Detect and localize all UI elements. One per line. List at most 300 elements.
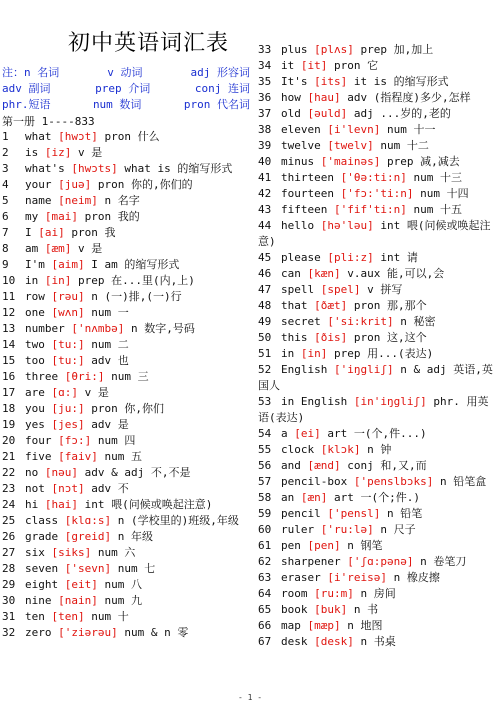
word-entry	[2, 513, 252, 529]
entry-word: is	[25, 146, 39, 159]
entry-definition: n 名字	[104, 194, 140, 207]
entry-number: 3	[2, 162, 9, 175]
entry-definition: adv 不	[91, 482, 129, 495]
word-entry	[2, 209, 252, 225]
word-entry	[258, 186, 498, 202]
entry-word: no	[25, 466, 39, 479]
entry-phonetic: ['ru:lə]	[320, 523, 374, 536]
entry-definition: num 七	[117, 562, 156, 575]
entry-number: 60	[258, 523, 272, 536]
entry-word: my	[25, 210, 39, 223]
word-entry	[258, 298, 498, 314]
entry-definition: pron 你,你们	[91, 402, 164, 415]
entry-number: 43	[258, 203, 272, 216]
entry-definition: pron 什么	[104, 130, 160, 143]
word-entry	[2, 161, 252, 177]
entry-word: please	[281, 251, 321, 264]
entry-number: 15	[2, 354, 16, 367]
entry-phonetic: [ænd]	[307, 459, 341, 472]
entry-word: minus	[281, 155, 315, 168]
entry-definition: conj 和,又,而	[347, 459, 427, 472]
entry-number: 31	[2, 610, 16, 623]
page-title: 初中英语词汇表	[68, 31, 230, 56]
entry-number: 40	[258, 155, 272, 168]
legend-row	[2, 65, 250, 81]
word-entry	[258, 522, 498, 538]
word-entry	[2, 417, 252, 433]
entry-phonetic: [fɔ:]	[58, 434, 92, 447]
entry-definition: num 九	[104, 594, 142, 607]
word-list-right	[258, 42, 498, 650]
entry-number: 65	[258, 603, 272, 616]
entry-word: two	[25, 338, 45, 351]
word-entry	[258, 458, 498, 474]
word-entry	[258, 426, 498, 442]
entry-phonetic: ['sevn]	[64, 562, 112, 575]
word-entry	[258, 634, 498, 650]
entry-phonetic: [ðæt]	[314, 299, 348, 312]
word-entry	[258, 122, 498, 138]
word-entry	[2, 369, 252, 385]
entry-definition: n 地图	[347, 619, 383, 632]
entry-phonetic: [i'reisə]	[327, 571, 387, 584]
entry-number: 58	[258, 491, 272, 504]
entry-definition: num 一	[91, 306, 129, 319]
entry-word: hello	[281, 219, 315, 232]
entry-word: grade	[25, 530, 59, 543]
entry-definition: int 请	[380, 251, 418, 264]
word-entry	[258, 554, 498, 570]
entry-phonetic: [its]	[314, 75, 348, 88]
word-entry	[2, 353, 252, 369]
word-entry	[258, 394, 498, 426]
entry-phonetic: [it]	[300, 59, 328, 72]
entry-phonetic: [pli:z]	[327, 251, 374, 264]
entry-word: sharpener	[281, 555, 341, 568]
entry-definition: phr. 用英语(表达)	[258, 395, 489, 424]
entry-phonetic: ['iŋgliʃ]	[333, 363, 394, 376]
entry-phonetic: [ðis]	[314, 331, 348, 344]
entry-word: zero	[25, 626, 52, 639]
legend-item: conj 连词	[194, 82, 250, 95]
entry-number: 25	[2, 514, 16, 527]
entry-number: 50	[258, 331, 272, 344]
entry-number: 52	[258, 363, 272, 376]
entry-phonetic: [pen]	[307, 539, 341, 552]
word-entry	[2, 481, 252, 497]
entry-phonetic: [rəu]	[51, 290, 85, 303]
entry-word: English	[281, 363, 328, 376]
entry-phonetic: [plʌs]	[314, 43, 354, 56]
entry-phonetic: ['si:krit]	[327, 315, 394, 328]
entry-word: in	[281, 347, 295, 360]
entry-definition: n 铅笔	[386, 507, 423, 520]
word-entry	[258, 106, 498, 122]
word-entry	[2, 497, 252, 513]
entry-word: I	[25, 226, 32, 239]
entry-word: eight	[25, 578, 59, 591]
entry-phonetic: [aim]	[51, 258, 85, 271]
entry-definition: n & adj 英语,英国人	[258, 363, 493, 392]
entry-definition: n 书桌	[360, 635, 396, 648]
entry-word: what's	[25, 162, 65, 175]
entry-word: pen	[281, 539, 301, 552]
word-entry	[2, 433, 252, 449]
entry-word: row	[25, 290, 45, 303]
entry-phonetic: [jes]	[51, 418, 85, 431]
word-entry	[2, 465, 252, 481]
entry-definition: num 二	[91, 338, 129, 351]
entry-number: 20	[2, 434, 16, 447]
entry-number: 49	[258, 315, 272, 328]
entry-number: 36	[258, 91, 272, 104]
entry-definition: n 尺子	[380, 523, 416, 536]
entry-phonetic: [in]	[300, 347, 328, 360]
entry-number: 9	[2, 258, 9, 271]
entry-phonetic: [hwɔts]	[71, 162, 118, 175]
word-entry	[2, 321, 252, 337]
entry-number: 42	[258, 187, 272, 200]
word-entry	[258, 266, 498, 282]
entry-definition: adv & adj 不,不是	[84, 466, 191, 479]
entry-phonetic: [ten]	[51, 610, 85, 623]
entry-word: am	[25, 242, 39, 255]
entry-definition: num & n 零	[124, 626, 189, 639]
entry-number: 21	[2, 450, 16, 463]
entry-definition: num 四	[97, 434, 136, 447]
entry-number: 1	[2, 130, 9, 143]
entry-word: in English	[281, 395, 348, 408]
entry-definition: n 数字,号码	[130, 322, 195, 335]
entry-phonetic: [hai]	[44, 498, 78, 511]
entry-phonetic: [greid]	[64, 530, 112, 543]
word-entry	[2, 545, 252, 561]
entry-phonetic: [nɔt]	[51, 482, 85, 495]
word-entry	[258, 586, 498, 602]
entry-word: too	[25, 354, 45, 367]
word-entry	[258, 490, 498, 506]
abbreviation-legend	[2, 65, 250, 113]
legend-item: phr.短语	[2, 98, 51, 111]
entry-number: 17	[2, 386, 16, 399]
entry-number: 53	[258, 395, 272, 408]
entry-word: in	[25, 274, 39, 287]
entry-phonetic: [iz]	[44, 146, 72, 159]
entry-definition: prep 在...里(内,上)	[78, 274, 195, 287]
entry-number: 59	[258, 507, 272, 520]
entry-number: 12	[2, 306, 16, 319]
entry-number: 33	[258, 43, 272, 56]
word-entry	[2, 193, 252, 209]
entry-phonetic: ['ʃɑ:pənə]	[347, 555, 414, 568]
word-entry	[258, 618, 498, 634]
word-entry	[258, 138, 498, 154]
entry-definition: num 十五	[413, 203, 462, 216]
entry-definition: prep 加,加上	[360, 43, 434, 56]
entry-phonetic: [i'levn]	[327, 123, 381, 136]
entry-definition: num 三	[111, 370, 149, 383]
entry-definition: adv 是	[91, 418, 129, 431]
entry-phonetic: [klɑ:s]	[64, 514, 112, 527]
entry-number: 23	[2, 482, 16, 495]
entry-number: 64	[258, 587, 272, 600]
entry-word: I'm	[25, 258, 45, 271]
entry-number: 66	[258, 619, 272, 632]
entry-number: 26	[2, 530, 16, 543]
entry-definition: pron 那,那个	[353, 299, 427, 312]
entry-number: 67	[258, 635, 272, 648]
entry-definition: v 是	[78, 146, 103, 159]
entry-phonetic: [buk]	[314, 603, 348, 616]
entry-word: hi	[25, 498, 39, 511]
entry-definition: what is 的缩写形式	[124, 162, 233, 175]
entry-number: 45	[258, 251, 272, 264]
word-entry	[2, 609, 252, 625]
legend-item: prep 介词	[95, 82, 151, 95]
entry-number: 61	[258, 539, 272, 552]
word-entry	[2, 385, 252, 401]
legend-row	[2, 97, 250, 113]
entry-definition: num 十一	[386, 123, 436, 136]
entry-number: 6	[2, 210, 9, 223]
entry-definition: num 十三	[413, 171, 462, 184]
entry-phonetic: ['θə:ti:n]	[340, 171, 407, 184]
entry-definition: n 书	[353, 603, 379, 616]
word-entry	[2, 401, 252, 417]
entry-phonetic: ['ziərəu]	[58, 626, 118, 639]
entry-number: 57	[258, 475, 272, 488]
word-entry	[258, 90, 498, 106]
legend-item: adj 形容词	[190, 66, 250, 79]
entry-word: thirteen	[281, 171, 334, 184]
entry-word: can	[281, 267, 301, 280]
entry-number: 18	[2, 402, 16, 415]
entry-definition: I am 的缩写形式	[91, 258, 180, 271]
word-entry	[258, 42, 498, 58]
entry-word: room	[281, 587, 308, 600]
entry-word: how	[281, 91, 301, 104]
entry-word: it	[281, 59, 295, 72]
entry-word: map	[281, 619, 301, 632]
entry-definition: int 喂(问候或唤起注意)	[258, 219, 491, 248]
word-entry	[2, 129, 252, 145]
entry-number: 35	[258, 75, 272, 88]
entry-definition: prep 减,减去	[386, 155, 460, 168]
entry-phonetic: [nain]	[58, 594, 98, 607]
word-entry	[2, 337, 252, 353]
entry-phonetic: ['mainəs]	[320, 155, 381, 168]
entry-phonetic: [in]	[44, 274, 72, 287]
entry-word: one	[25, 306, 45, 319]
entry-definition: adj ...岁的,老的	[353, 107, 451, 120]
entry-number: 5	[2, 194, 9, 207]
entry-word: number	[25, 322, 65, 335]
entry-definition: v 是	[78, 242, 103, 255]
entry-word: twelve	[281, 139, 321, 152]
legend-item: 注：n 名词	[2, 66, 60, 79]
entry-definition: num 十	[91, 610, 129, 623]
word-entry	[2, 449, 252, 465]
legend-item: pron 代名词	[183, 98, 250, 111]
entry-definition: v 是	[84, 386, 109, 399]
entry-phonetic: [hə'ləu]	[320, 219, 374, 232]
entry-number: 4	[2, 178, 9, 191]
entry-number: 2	[2, 146, 9, 159]
entry-word: what	[25, 130, 52, 143]
entry-phonetic: [klɔk]	[320, 443, 361, 456]
entry-phonetic: [siks]	[51, 546, 92, 559]
word-entry	[258, 362, 498, 394]
entry-number: 10	[2, 274, 16, 287]
entry-phonetic: [hau]	[307, 91, 341, 104]
entry-definition: int 喂(问候或唤起注意)	[84, 498, 213, 511]
entry-number: 7	[2, 226, 9, 239]
entry-definition: n (学校里的)班级,年级	[117, 514, 239, 527]
volume-range: 第一册 1----833	[2, 115, 95, 128]
entry-definition: pron 它	[334, 59, 379, 72]
entry-definition: n (一)排,(一)行	[91, 290, 182, 303]
entry-word: an	[281, 491, 295, 504]
entry-phonetic: [desk]	[314, 635, 354, 648]
entry-number: 14	[2, 338, 16, 351]
entry-word: secret	[281, 315, 321, 328]
entry-number: 47	[258, 283, 272, 296]
entry-definition: num 八	[104, 578, 142, 591]
word-entry	[258, 58, 498, 74]
word-entry	[258, 474, 498, 490]
entry-word: seven	[25, 562, 59, 575]
word-entry	[2, 177, 252, 193]
entry-word: eraser	[281, 571, 321, 584]
entry-phonetic: [juə]	[58, 178, 92, 191]
word-entry	[2, 561, 252, 577]
entry-definition: n 橡皮擦	[393, 571, 440, 584]
entry-definition: v 拼写	[367, 283, 403, 296]
entry-definition: art 一(个;件.)	[334, 491, 420, 504]
entry-phonetic: [tu:]	[51, 338, 85, 351]
entry-phonetic: [θri:]	[64, 370, 105, 383]
entry-word: six	[25, 546, 45, 559]
entry-word: nine	[25, 594, 52, 607]
entry-phonetic: ['pensl]	[327, 507, 381, 520]
word-entry	[2, 145, 252, 161]
entry-word: not	[25, 482, 45, 495]
word-entry	[2, 289, 252, 305]
entry-word: ruler	[281, 523, 315, 536]
entry-number: 39	[258, 139, 272, 152]
entry-word: and	[281, 459, 301, 472]
word-list-left	[2, 129, 252, 641]
word-entry	[258, 506, 498, 522]
word-entry	[2, 257, 252, 273]
entry-word: old	[281, 107, 301, 120]
entry-number: 56	[258, 459, 272, 472]
entry-word: ten	[25, 610, 45, 623]
word-entry	[2, 305, 252, 321]
entry-phonetic: [æn]	[300, 491, 328, 504]
entry-number: 27	[2, 546, 16, 559]
word-entry	[258, 170, 498, 186]
word-entry	[258, 202, 498, 218]
entry-word: eleven	[281, 123, 321, 136]
entry-number: 22	[2, 466, 16, 479]
entry-definition: num 十二	[380, 139, 429, 152]
entry-definition: pron 这,这个	[353, 331, 427, 344]
entry-word: name	[25, 194, 52, 207]
entry-definition: pron 我的	[84, 210, 140, 223]
entry-number: 13	[2, 322, 16, 335]
entry-number: 48	[258, 299, 272, 312]
entry-definition: art 一(个,件...)	[327, 427, 427, 440]
word-entry	[2, 225, 252, 241]
entry-number: 55	[258, 443, 272, 456]
entry-definition: adv 也	[91, 354, 129, 367]
entry-word: spell	[281, 283, 315, 296]
entry-number: 32	[2, 626, 16, 639]
entry-number: 16	[2, 370, 16, 383]
legend-item: num 数词	[92, 98, 142, 111]
entry-definition: num 五	[104, 450, 142, 463]
entry-definition: n 铅笔盒	[439, 475, 487, 488]
entry-definition: n 钢笔	[347, 539, 383, 552]
entry-number: 19	[2, 418, 16, 431]
entry-word: five	[25, 450, 52, 463]
word-entry	[258, 282, 498, 298]
entry-phonetic: [ju:]	[51, 402, 85, 415]
entry-word: four	[25, 434, 52, 447]
word-entry	[258, 442, 498, 458]
entry-definition: pron 你的,你们的	[97, 178, 193, 191]
entry-number: 29	[2, 578, 16, 591]
word-entry	[2, 241, 252, 257]
entry-word: are	[25, 386, 45, 399]
entry-phonetic: [æm]	[44, 242, 72, 255]
word-entry	[258, 570, 498, 586]
word-entry	[258, 74, 498, 90]
entry-number: 54	[258, 427, 272, 440]
entry-number: 63	[258, 571, 272, 584]
word-entry	[2, 625, 252, 641]
entry-number: 41	[258, 171, 272, 184]
entry-phonetic: [neim]	[58, 194, 98, 207]
entry-phonetic: ['fɔ:'ti:n]	[340, 187, 414, 200]
entry-number: 24	[2, 498, 16, 511]
entry-definition: num 六	[97, 546, 136, 559]
entry-phonetic: [mæp]	[307, 619, 341, 632]
word-entry	[2, 577, 252, 593]
word-entry	[258, 218, 498, 250]
word-entry	[258, 346, 498, 362]
entry-number: 62	[258, 555, 272, 568]
entry-definition: num 十四	[420, 187, 469, 200]
word-entry	[2, 593, 252, 609]
entry-phonetic: [eit]	[64, 578, 98, 591]
word-entry	[258, 250, 498, 266]
word-entry	[258, 602, 498, 618]
entry-number: 51	[258, 347, 272, 360]
entry-word: you	[25, 402, 45, 415]
word-entry	[258, 314, 498, 330]
entry-phonetic: [ru:m]	[314, 587, 354, 600]
entry-word: It's	[281, 75, 308, 88]
legend-item: adv 副词	[2, 82, 51, 95]
entry-number: 37	[258, 107, 272, 120]
entry-word: book	[281, 603, 308, 616]
entry-number: 44	[258, 219, 272, 232]
entry-number: 8	[2, 242, 9, 255]
entry-phonetic: [in'iŋgliʃ]	[353, 395, 427, 408]
entry-definition: n 房间	[360, 587, 396, 600]
